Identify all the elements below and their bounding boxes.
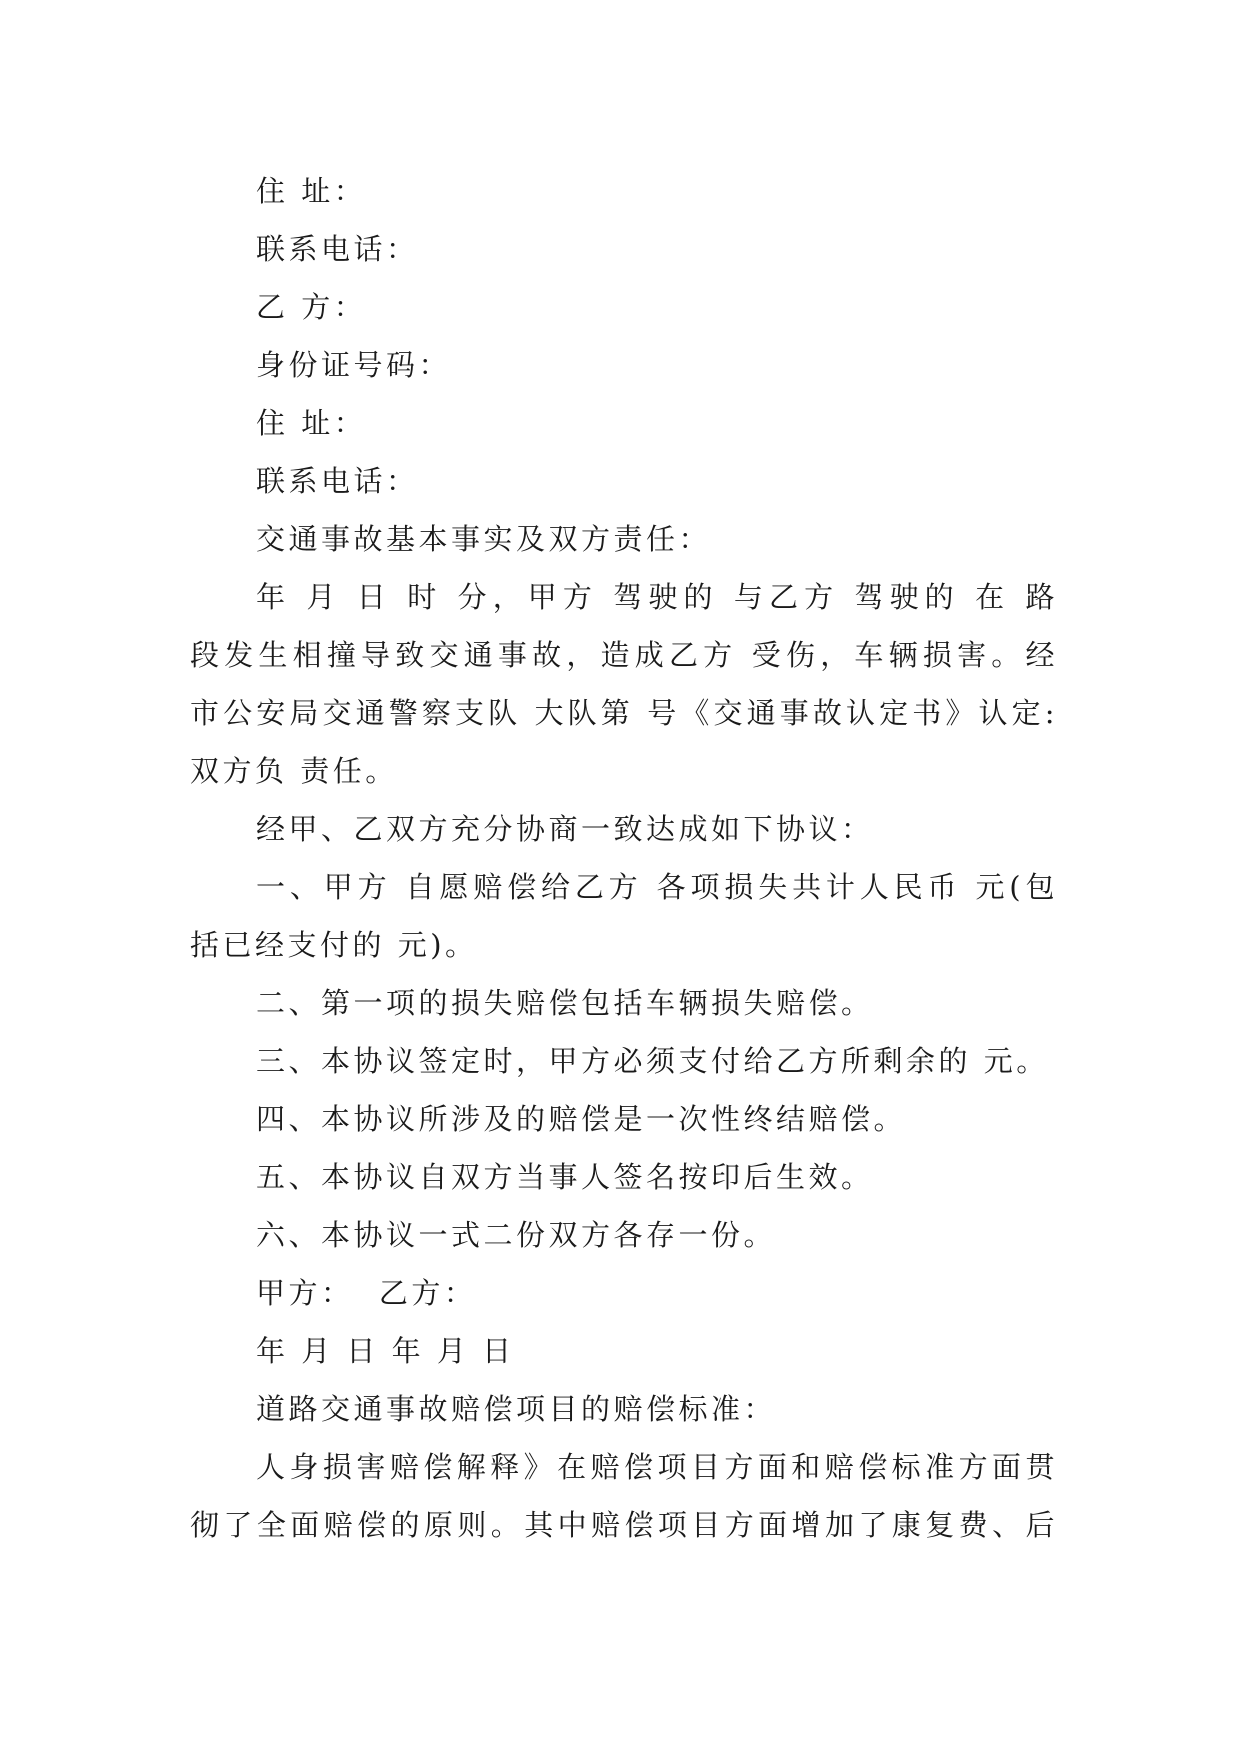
document-body [190, 162, 1058, 1554]
document-line: 五、本协议自双方当事人签名按印后生效。 [256, 1160, 874, 1194]
document-line: 年 月 日 年 月 日 [256, 1334, 515, 1368]
document-line: 住 址： [256, 406, 367, 440]
document-line: 双方负 责任。 [190, 754, 398, 788]
document-line: 联系电话： [256, 464, 419, 498]
document-line: 人身损害赔偿解释》在赔偿项目方面和赔偿标准方面贯 [256, 1450, 1058, 1484]
document-line: 乙 方： [256, 290, 367, 324]
document-line: 住 址： [256, 174, 367, 208]
document-line: 括已经支付的 元)。 [190, 928, 478, 962]
document-line: 经甲、乙双方充分协商一致达成如下协议： [256, 812, 874, 846]
document-line: 四、本协议所涉及的赔偿是一次性终结赔偿。 [256, 1102, 907, 1136]
document-line: 一、甲方 自愿赔偿给乙方 各项损失共计人民币 元(包 [256, 870, 1058, 904]
document-line: 道路交通事故赔偿项目的赔偿标准： [256, 1392, 777, 1426]
document-line: 段发生相撞导致交通事故，造成乙方 受伤，车辆损害。经 [190, 638, 1058, 672]
document-line: 六、本协议一式二份双方各存一份。 [256, 1218, 777, 1252]
document-line: 身份证号码： [256, 348, 452, 382]
document-line: 二、第一项的损失赔偿包括车辆损失赔偿。 [256, 986, 874, 1020]
document-line: 年 月 日 时 分，甲方 驾驶的 与乙方 驾驶的 在 路 [256, 580, 1058, 614]
document-line: 彻了全面赔偿的原则。其中赔偿项目方面增加了康复费、后 [190, 1508, 1058, 1542]
document-line: 市公安局交通警察支队 大队第 号《交通事故认定书》认定: [190, 696, 1058, 730]
document-line: 甲方： 乙方： [256, 1276, 477, 1310]
document-line: 联系电话： [256, 232, 419, 266]
document-line: 交通事故基本事实及双方责任： [256, 522, 712, 556]
document-line: 三、本协议签定时，甲方必须支付给乙方所剩余的 元。 [256, 1044, 1049, 1078]
